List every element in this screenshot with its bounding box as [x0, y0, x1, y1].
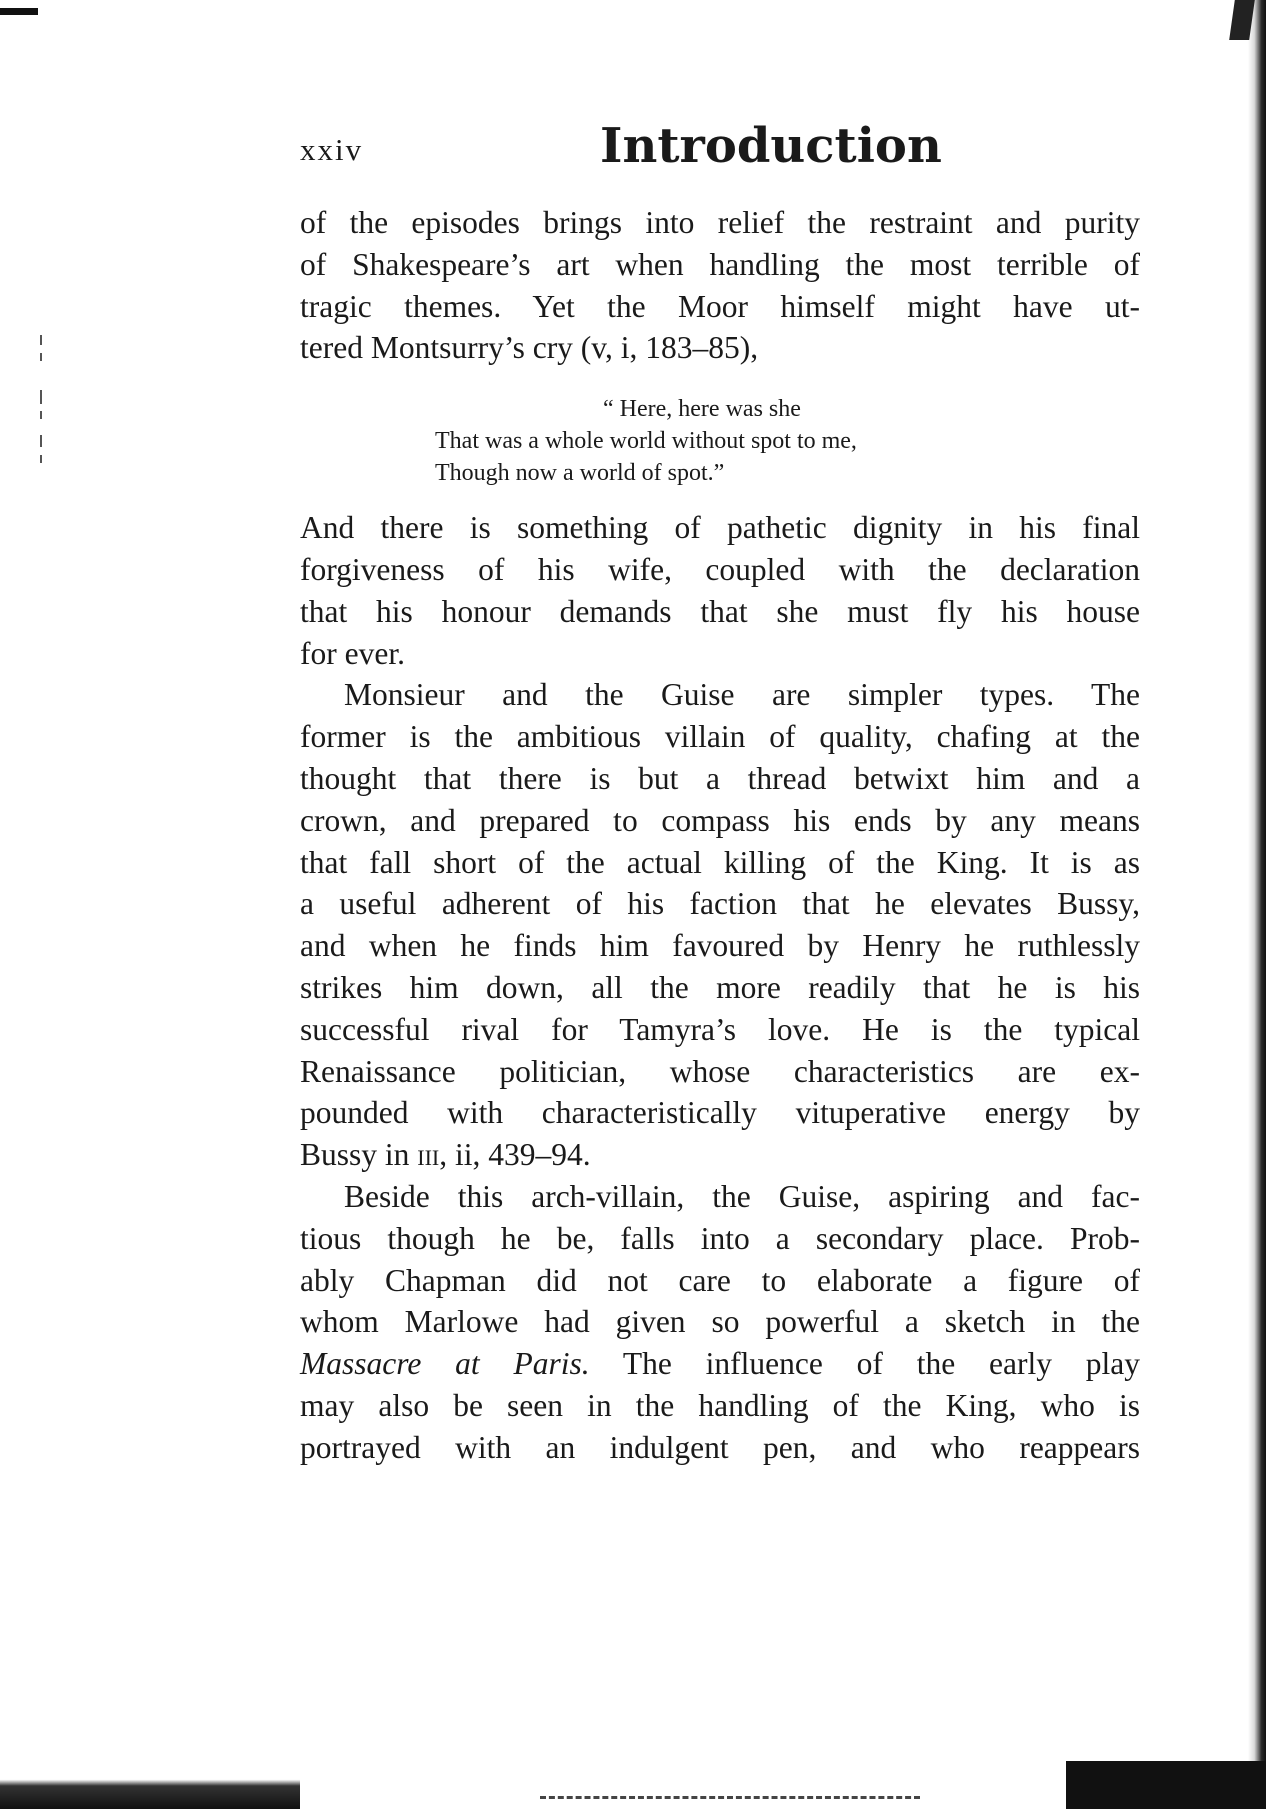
body-text	[300, 202, 1140, 1469]
text-line: of Shakespeare’s art when handling the most terrible of	[300, 246, 1140, 282]
text-line: Renaissance politician, whose characteristics are ex-	[300, 1053, 1140, 1089]
text-line: tragic themes. Yet the Moor himself might have ut-	[300, 288, 1140, 324]
text-line: forgiveness of his wife, coupled with the declaration	[300, 551, 1140, 587]
text-fragment: Bussy in	[300, 1137, 418, 1173]
scan-bottom-right-shadow	[1066, 1761, 1266, 1809]
text-line: of the episodes brings into relief the restraint and purity	[300, 205, 1140, 240]
act-numeral: iii	[417, 1137, 440, 1173]
scan-bottom-left-shadow	[0, 1767, 300, 1809]
text-line: ably Chapman did not care to elaborate a figure of	[300, 1262, 1140, 1298]
scan-mark	[0, 8, 38, 15]
text-line: thought that there is but a thread betwixt him and a	[300, 760, 1140, 796]
block-quote	[435, 393, 1035, 489]
scan-edge-shadow	[1248, 0, 1266, 1809]
text-line: a useful adherent of his faction that he elevates Bussy,	[300, 886, 1140, 922]
text-line: successful rival for Tamyra’s love. He is the typical	[300, 1011, 1140, 1047]
paragraph-4	[300, 1176, 1140, 1469]
text-line: former is the ambitious villain of quality, chafing at the	[300, 719, 1140, 755]
text-fragment: The influence of the early play	[589, 1346, 1141, 1382]
text-line: pounded with characteristically vituperative energy by	[300, 1095, 1140, 1131]
page-header	[300, 118, 1140, 178]
text-line: that fall short of the actual killing of the King. It is as	[300, 844, 1140, 880]
paragraph-3	[300, 674, 1140, 1176]
text-line: strikes him down, all the more readily that he is his	[300, 969, 1140, 1005]
text-line: crown, and prepared to compass his ends by any means	[300, 802, 1140, 838]
quote-line: Though now a world of spot.”	[435, 460, 725, 487]
text-line: tered Montsurry’s cry (v, i, 183–85),	[300, 330, 759, 366]
running-title: Introduction	[600, 118, 942, 174]
text-line: portrayed with an indulgent pen, and who reappears	[300, 1429, 1140, 1465]
quote-line: “ Here, here was she	[603, 396, 801, 423]
text-line: for ever.	[300, 635, 405, 671]
text-line	[300, 1134, 1140, 1176]
italic-title: Massacre at Paris.	[300, 1346, 590, 1382]
text-line: whom Marlowe had given so powerful a sketch in the	[300, 1304, 1140, 1340]
margin-marks	[40, 335, 48, 485]
text-line: And there is something of pathetic dignity in his final	[300, 510, 1140, 546]
text-line: and when he finds him favoured by Henry he ruthlessly	[300, 928, 1140, 964]
page-number: xxiv	[300, 132, 364, 167]
text-line: tious though he be, falls into a secondary place. Prob-	[300, 1220, 1140, 1256]
text-line: that his honour demands that she must fly his house	[300, 593, 1140, 629]
paragraph-2	[300, 507, 1140, 674]
paragraph-1	[300, 202, 1140, 369]
text-line: may also be seen in the handling of the King, who is	[300, 1387, 1140, 1423]
scan-bottom-dashes	[540, 1796, 920, 1809]
quote-line: That was a whole world without spot to me,	[435, 428, 857, 455]
text-line: Monsieur and the Guise are simpler types. The	[344, 677, 1140, 713]
text-line: Beside this arch-villain, the Guise, aspiring and fac-	[344, 1178, 1140, 1214]
text-fragment: , ii, 439–94.	[439, 1137, 591, 1173]
text-line	[300, 1343, 1140, 1385]
